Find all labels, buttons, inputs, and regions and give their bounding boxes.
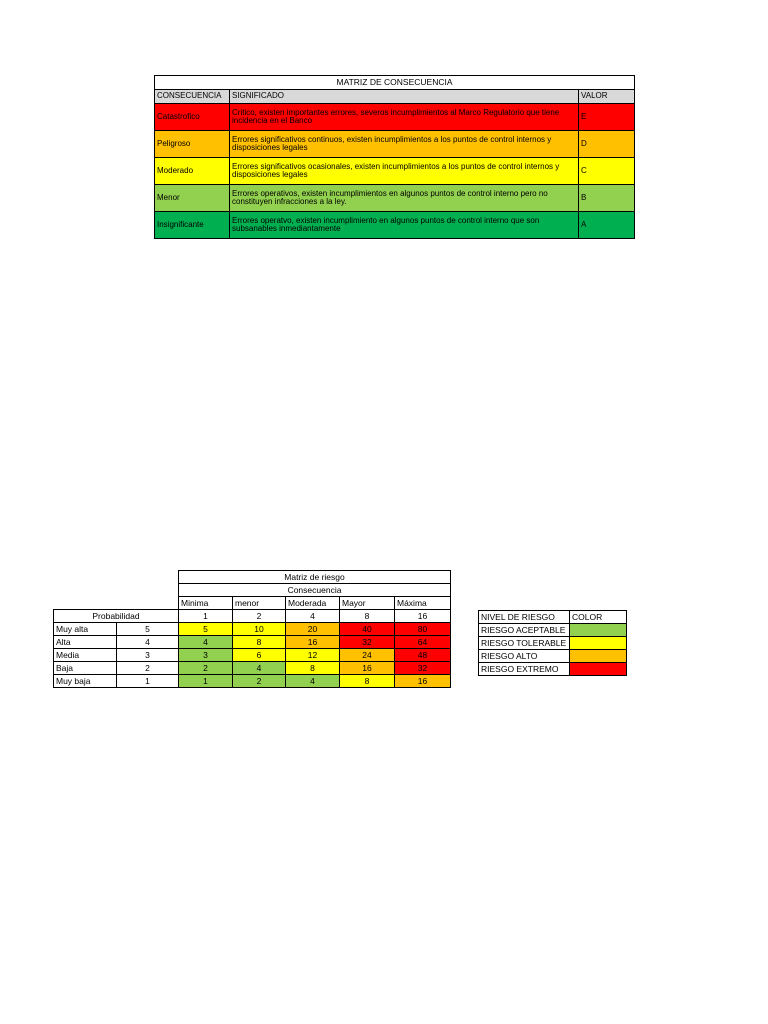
risk-cell: 5 bbox=[179, 623, 233, 636]
header-valor: VALOR bbox=[579, 90, 635, 104]
legend-label: RIESGO ALTO bbox=[479, 650, 570, 663]
consequence-desc: Errores significativos ocasionales, existen incumplimientos a los puntos de control internos y disposiciones legales bbox=[230, 158, 579, 185]
legend-color-swatch bbox=[570, 650, 627, 663]
risk-row bbox=[54, 649, 451, 662]
legend-color-swatch bbox=[570, 663, 627, 676]
consequence-desc: Errores significativos continuos, existen incumplimientos a los puntos de control internos y disposiciones legales bbox=[230, 131, 579, 158]
risk-cell: 2 bbox=[233, 675, 286, 688]
risk-row bbox=[54, 623, 451, 636]
consequence-row bbox=[155, 185, 635, 212]
consequence-row bbox=[155, 212, 635, 239]
risk-col-label: Moderada bbox=[286, 597, 340, 610]
header-consecuencia: CONSECUENCIA bbox=[155, 90, 230, 104]
consequence-name: Peligroso bbox=[155, 131, 230, 158]
risk-cell: 16 bbox=[395, 675, 451, 688]
risk-col-value: 1 bbox=[179, 610, 233, 623]
probability-label: Muy alta bbox=[54, 623, 117, 636]
legend-header-row bbox=[479, 611, 627, 624]
risk-level-legend bbox=[478, 610, 627, 676]
risk-cell: 8 bbox=[233, 636, 286, 649]
risk-cell: 48 bbox=[395, 649, 451, 662]
probability-value: 1 bbox=[117, 675, 179, 688]
risk-matrix-table bbox=[53, 570, 451, 688]
risk-row bbox=[54, 675, 451, 688]
risk-cell: 16 bbox=[340, 662, 395, 675]
consequence-name: Catastrofico bbox=[155, 104, 230, 131]
risk-matrix-title: Matriz de riesgo bbox=[179, 571, 451, 584]
risk-cell: 8 bbox=[286, 662, 340, 675]
probability-value: 5 bbox=[117, 623, 179, 636]
risk-cell: 24 bbox=[340, 649, 395, 662]
consequence-name: Insignificante bbox=[155, 212, 230, 239]
probability-label: Media bbox=[54, 649, 117, 662]
probability-value: 4 bbox=[117, 636, 179, 649]
consequence-value: A bbox=[579, 212, 635, 239]
risk-blank-cell bbox=[54, 597, 179, 610]
consequence-desc: Errores operativos, existen incumplimientos en algunos puntos de control interno pero no constituyen infracciones a la ley. bbox=[230, 185, 579, 212]
consequence-title-row bbox=[155, 76, 635, 90]
risk-cell: 80 bbox=[395, 623, 451, 636]
probability-label: Baja bbox=[54, 662, 117, 675]
risk-col-value: 16 bbox=[395, 610, 451, 623]
risk-col-label: menor bbox=[233, 597, 286, 610]
consequence-desc: Errores operatvo, existen incumplimiento en algunos puntos de control interno que son subsanables inmediantamente bbox=[230, 212, 579, 239]
consequence-row bbox=[155, 158, 635, 185]
risk-col-values-row bbox=[54, 610, 451, 623]
header-significado: SIGNIFICADO bbox=[230, 90, 579, 104]
probability-header: Probabilidad bbox=[54, 610, 179, 623]
legend-label: RIESGO ACEPTABLE bbox=[479, 624, 570, 637]
legend-row bbox=[479, 624, 627, 637]
consequence-desc: Critico, existen importantes errores, severos incumplimientos al Marco Regulatorio que tiene incidencia en el Banco bbox=[230, 104, 579, 131]
consequence-value: C bbox=[579, 158, 635, 185]
risk-cell: 6 bbox=[233, 649, 286, 662]
consequence-name: Moderado bbox=[155, 158, 230, 185]
consequence-row bbox=[155, 104, 635, 131]
consequence-value: E bbox=[579, 104, 635, 131]
legend-header-level: NIVEL DE RIESGO bbox=[479, 611, 570, 624]
risk-title-row bbox=[54, 571, 451, 584]
legend-row bbox=[479, 637, 627, 650]
risk-cell: 32 bbox=[395, 662, 451, 675]
probability-label: Alta bbox=[54, 636, 117, 649]
consequence-row bbox=[155, 131, 635, 158]
risk-cell: 20 bbox=[286, 623, 340, 636]
risk-cell: 4 bbox=[233, 662, 286, 675]
legend-header-color: COLOR bbox=[570, 611, 627, 624]
risk-cell: 40 bbox=[340, 623, 395, 636]
risk-col-label: Mayor bbox=[340, 597, 395, 610]
consequence-matrix-table bbox=[154, 75, 635, 239]
risk-cell: 1 bbox=[179, 675, 233, 688]
risk-col-value: 2 bbox=[233, 610, 286, 623]
legend-row bbox=[479, 650, 627, 663]
risk-subtitle-row bbox=[54, 584, 451, 597]
probability-value: 2 bbox=[117, 662, 179, 675]
probability-value: 3 bbox=[117, 649, 179, 662]
consequence-matrix-title: MATRIZ DE CONSECUENCIA bbox=[155, 76, 635, 90]
risk-col-labels-row bbox=[54, 597, 451, 610]
risk-blank-cell bbox=[54, 584, 179, 597]
legend-color-swatch bbox=[570, 624, 627, 637]
consequence-name: Menor bbox=[155, 185, 230, 212]
risk-cell: 32 bbox=[340, 636, 395, 649]
legend-label: RIESGO TOLERABLE bbox=[479, 637, 570, 650]
risk-cell: 16 bbox=[286, 636, 340, 649]
risk-cell: 8 bbox=[340, 675, 395, 688]
legend-label: RIESGO EXTREMO bbox=[479, 663, 570, 676]
risk-row bbox=[54, 662, 451, 675]
risk-cell: 4 bbox=[179, 636, 233, 649]
legend-row bbox=[479, 663, 627, 676]
risk-row bbox=[54, 636, 451, 649]
risk-col-value: 8 bbox=[340, 610, 395, 623]
risk-col-value: 4 bbox=[286, 610, 340, 623]
risk-cell: 4 bbox=[286, 675, 340, 688]
risk-cell: 2 bbox=[179, 662, 233, 675]
consequence-header-row bbox=[155, 90, 635, 104]
risk-col-label: Máxima bbox=[395, 597, 451, 610]
risk-cell: 3 bbox=[179, 649, 233, 662]
risk-cell: 10 bbox=[233, 623, 286, 636]
risk-col-label: Minima bbox=[179, 597, 233, 610]
risk-blank-cell bbox=[54, 571, 179, 584]
risk-matrix-subtitle: Consecuencia bbox=[179, 584, 451, 597]
risk-cell: 12 bbox=[286, 649, 340, 662]
risk-cell: 64 bbox=[395, 636, 451, 649]
legend-color-swatch bbox=[570, 637, 627, 650]
consequence-value: B bbox=[579, 185, 635, 212]
probability-label: Muy baja bbox=[54, 675, 117, 688]
consequence-value: D bbox=[579, 131, 635, 158]
